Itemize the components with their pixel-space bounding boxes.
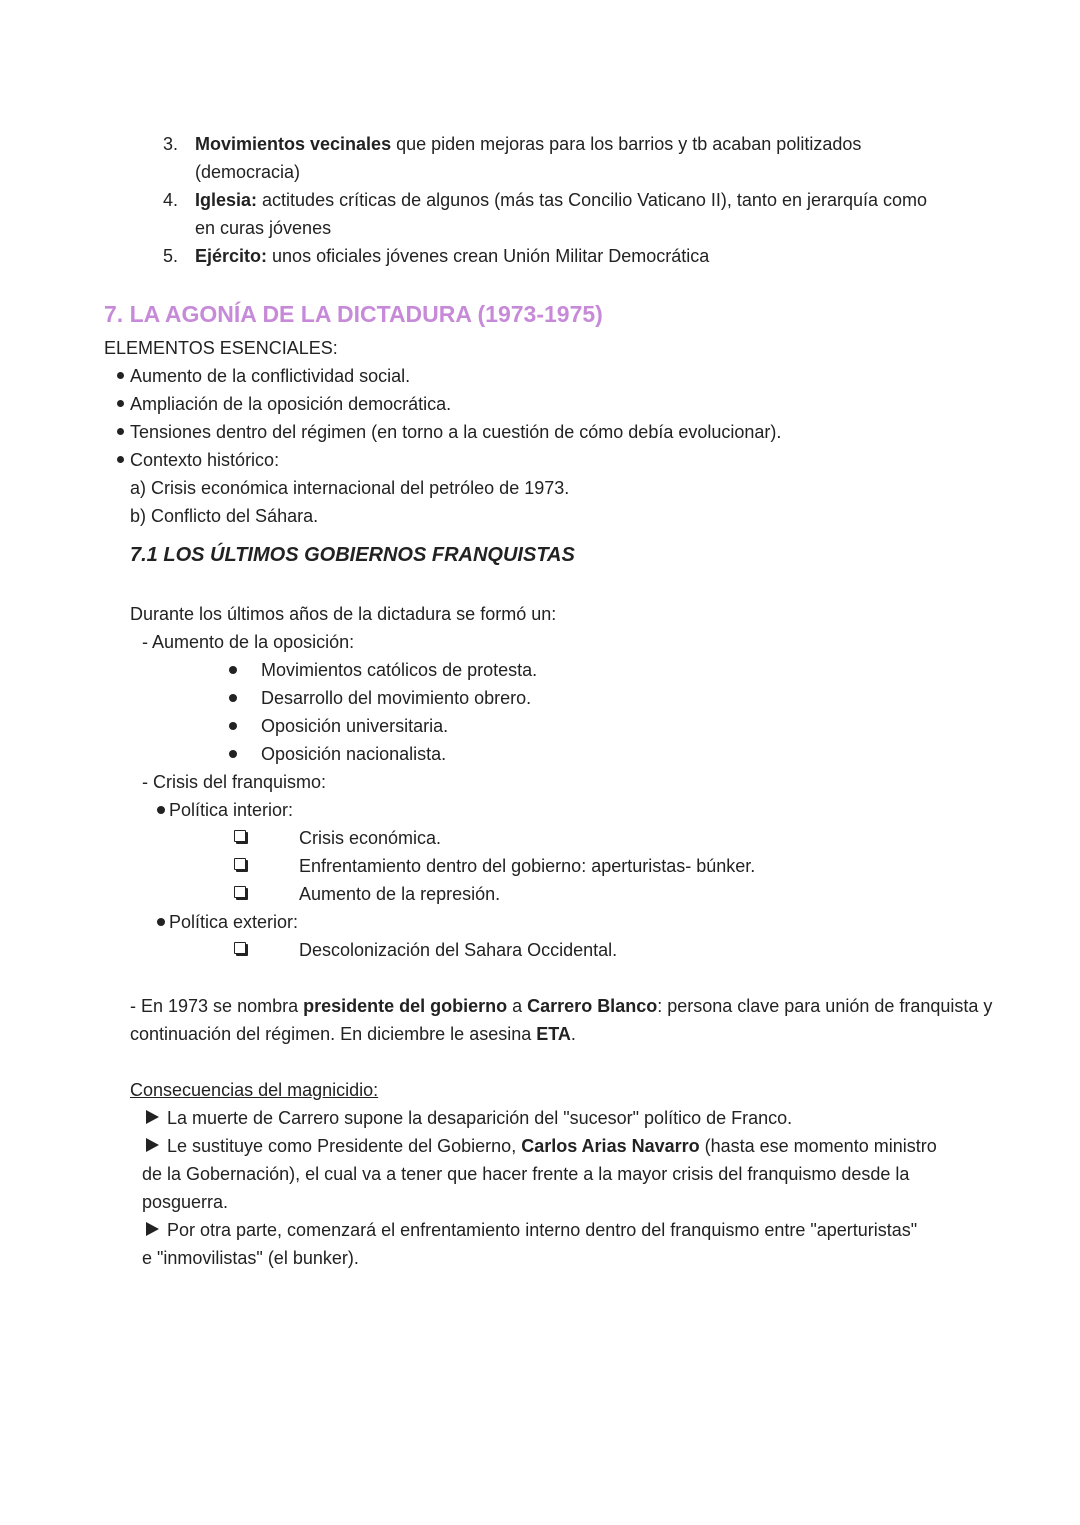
list-item: Oposición nacionalista. bbox=[261, 744, 447, 764]
checkbox-icon bbox=[234, 830, 246, 842]
list-item: Oposición universitaria. bbox=[261, 716, 449, 736]
bullet-icon bbox=[229, 722, 237, 730]
section-7-subtitle: ELEMENTOS ESENCIALES: bbox=[104, 338, 338, 358]
dash-item: - Aumento de la oposición: bbox=[142, 632, 355, 652]
list-item: Ampliación de la oposición democrática. bbox=[130, 394, 452, 414]
consequence-item-continuation: e "inmovilistas" (el bunker). bbox=[142, 1248, 359, 1268]
list-item: Desarrollo del movimiento obrero. bbox=[261, 688, 532, 708]
bullet-icon bbox=[117, 428, 124, 435]
list-number: 4. bbox=[162, 190, 178, 210]
list-item: Ejército: unos oficiales jóvenes crean Unión Militar Democrática bbox=[195, 246, 710, 266]
dash-item: - Crisis del franquismo: bbox=[142, 772, 327, 792]
section-7-title: 7. LA AGONÍA DE LA DICTADURA (1973-1975) bbox=[104, 301, 603, 327]
list-item: Descolonización del Sahara Occidental. bbox=[299, 940, 618, 960]
interior-label: Política interior: bbox=[169, 800, 294, 820]
context-item: b) Conflicto del Sáhara. bbox=[130, 506, 319, 526]
list-item: Movimientos católicos de protesta. bbox=[261, 660, 538, 680]
list-item: Movimientos vecinales que piden mejoras para los barrios y tb acaban politizados bbox=[195, 134, 862, 154]
bullet-icon bbox=[157, 918, 165, 926]
paragraph-line: continuación del régimen. En diciembre le asesina ETA. bbox=[130, 1024, 576, 1044]
triangle-bullet-icon bbox=[146, 1222, 159, 1236]
list-item-continuation: (democracia) bbox=[195, 162, 301, 182]
consequence-item-continuation: posguerra. bbox=[142, 1192, 229, 1212]
consequence-item: La muerte de Carrero supone la desaparición del "sucesor" político de Franco. bbox=[167, 1108, 793, 1128]
consequences-title: Consecuencias del magnicidio: bbox=[130, 1080, 379, 1100]
list-item: Enfrentamiento dentro del gobierno: aperturistas- búnker. bbox=[299, 856, 756, 876]
list-number: 3. bbox=[162, 134, 178, 154]
bullet-icon bbox=[229, 666, 237, 674]
list-item: Iglesia: actitudes críticas de algunos (más tas Concilio Vaticano II), tanto en jerarquía como bbox=[195, 190, 928, 210]
bullet-icon bbox=[117, 372, 124, 379]
list-item: Aumento de la conflictividad social. bbox=[130, 366, 411, 386]
list-item: Contexto histórico: bbox=[130, 450, 280, 470]
consequence-item: Por otra parte, comenzará el enfrentamiento interno dentro del franquismo entre "aperturistas" bbox=[167, 1220, 918, 1240]
context-item: a) Crisis económica internacional del petróleo de 1973. bbox=[130, 478, 570, 498]
list-item-continuation: en curas jóvenes bbox=[195, 218, 332, 238]
bullet-icon bbox=[117, 456, 124, 463]
checkbox-icon bbox=[234, 886, 246, 898]
list-item: Tensiones dentro del régimen (en torno a la cuestión de cómo debía evolucionar). bbox=[130, 422, 782, 442]
triangle-bullet-icon bbox=[146, 1110, 159, 1124]
consequence-item: Le sustituye como Presidente del Gobierno, Carlos Arias Navarro (hasta ese momento ministro bbox=[167, 1136, 937, 1156]
intro-text: Durante los últimos años de la dictadura se formó un: bbox=[130, 604, 557, 624]
list-item: Aumento de la represión. bbox=[299, 884, 501, 904]
exterior-label: Política exterior: bbox=[169, 912, 299, 932]
triangle-bullet-icon bbox=[146, 1138, 159, 1152]
checkbox-icon bbox=[234, 942, 246, 954]
list-number: 5. bbox=[162, 246, 178, 266]
list-item: Crisis económica. bbox=[299, 828, 442, 848]
paragraph-line: - En 1973 se nombra presidente del gobierno a Carrero Blanco: persona clave para unión de franquista y bbox=[130, 996, 993, 1016]
section-7-1-title: 7.1 LOS ÚLTIMOS GOBIERNOS FRANQUISTAS bbox=[130, 544, 575, 566]
consequence-item-continuation: de la Gobernación), el cual va a tener que hacer frente a la mayor crisis del franquismo desde la bbox=[142, 1164, 910, 1184]
bullet-icon bbox=[117, 400, 124, 407]
checkbox-icon bbox=[234, 858, 246, 870]
bullet-icon bbox=[157, 806, 165, 814]
bullet-icon bbox=[229, 694, 237, 702]
bullet-icon bbox=[229, 750, 237, 758]
